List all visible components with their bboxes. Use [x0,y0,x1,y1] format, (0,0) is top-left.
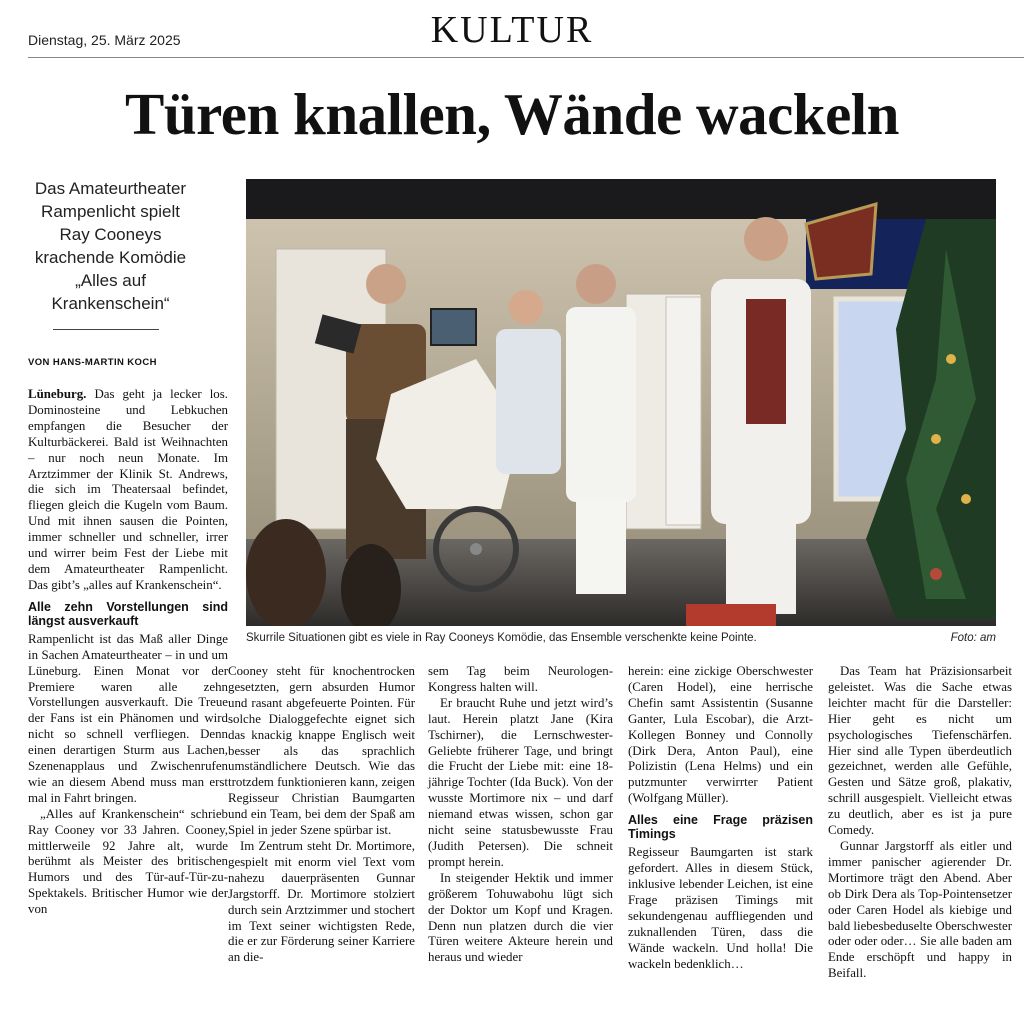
lead-text: Das geht ja lecker los. Dominosteine und Lebkuchen empfangen die Besucher der Kulturbäckerei. Bald ist Weihnachten – nur noch neun Monate. Im Arztzimmer der Klinik St. Andrews, die sich im Theatersaal befindet, fliegen gleich die Kugeln vom Baum. Und mit ihnen sausen die Pointen, immer schneller und schneller, irrer und wirrer beim Fest der Liebe mit dem Amateurtheater Rampenlicht. Das gibt’s „alles auf Krankenschein“. [28,387,228,592]
subheading-timing: Alles eine Frage präzisen Timings [628,813,813,842]
paragraph: Im Zentrum steht Dr. Mortimore, gespielt mit enorm viel Text vom nahezu dauerpräsenten Gunnar Jargstorff. Dr. Mortimore stolziert durch sein Arztzimmer und stochert im Text seiner wichtigsten Rede, die er zur Förderung seiner Karriere an die- [228,838,415,965]
dateline: Lüneburg. [28,387,87,401]
issue-date: Dienstag, 25. März 2025 [28,32,181,48]
article-headline: Türen knallen, Wände wackeln [125,81,899,147]
photo-caption: Skurrile Situationen gibt es viele in Ray Cooneys Komödie, das Ensemble verschenkte keine Pointe. [246,632,757,644]
paragraph: Rampenlicht ist das Maß aller Dinge in Sachen Amateurtheater – in und um Lüneburg. Einen Monat vor der Premiere waren alle zehn Vorstellungen ausverkauft. Die Treue der Fans ist ein Phänomen und wird nicht so schnell verfliegen. Denn einen derartigen Sturm aus Lachen, Szenenapplaus und Zwischenrufen wie an diesem Abend muss man erst mal in Fahrt bringen. [28,631,228,805]
paragraph: sem Tag beim Neurologen-Kongress halten will. [428,664,613,694]
teaser-rule [53,329,159,330]
subheading-sold-out: Alle zehn Vorstellungen sind längst ausverkauft [28,599,228,628]
paragraph: Gunnar Jargstorff als eitler und immer panischer agierender Dr. Mortimore trägt den Abend. Aber ob Dirk Dera als Top-Pointensetzer oder Caren Hodel als kiebige und bald liebesbeduselte Oberschwester oder oder oder… Sie alle baden am Ende erschöpft und happy in Beifall. [828,838,1012,981]
paragraph: Das Team hat Präzisionsarbeit geleistet. Was die Sache etwas leichter macht für die Darsteller: Hier geht es nicht um psychologisches Tiefenschärfen. Hier sind alle Typen überdeutlich gezeichnet, werden alle Gefühle, Gesten und Sätze groß, plakativ, schrill ausgespielt. Vielleicht etwas zu deutlich, aber es ist ja pure Comedy. [828,664,1012,838]
article-column-5 [828,664,1012,982]
article-teaser: Das Amateurtheater Rampenlicht spielt Ray Cooneys krachende Komödie „Alles auf Krankenschein“ [34,179,187,313]
paragraph: „Alles auf Krankenschein“ schrieb Ray Cooney vor 33 Jahren. Cooney, mittlerweile 92 Jahre alt, wurde berühmt als Meister des britischen Humors und des Tür-auf-Tür-zu-Spektakels. Britischer Humor wie der von [28,806,228,917]
lead-paragraph [28,387,228,594]
article-column-4 [628,664,813,972]
paragraph: In steigender Hektik und immer größerem Tohuwabohu lügt sich der Doktor um Kopf und Kragen. Denn nun platzen durch die vier Türen weitere Akteure herein und heraus und wieder [428,870,613,965]
paragraph: herein: eine zickige Oberschwester (Caren Hodel), eine herrische Chefin samt Assistentin (Susanne Ganter, Lula Escobar), die Arzt-Kollegen Bonney und Connolly (Dirk Dera, Anton Paul), eine Polizistin (Lena Helms) und ein putzmunter verwirrter Patient (Wolfgang Müller). [628,664,813,806]
article-photo [246,179,996,626]
photo-credit: Foto: am [950,632,996,644]
section-title: KULTUR [430,9,594,51]
article-column-2 [228,664,415,966]
paragraph: Cooney steht für knochentrocken gesetzten, gern absurden Humor und rasant abgefeuerte Pointen. Für solche Dialoggefechte eignet sich das knackig knappe Englisch weit besser als das sprachlich umständlichere Deutsch. Wie das trotzdem funktionieren kann, zeigen Regisseur Christian Baumgarten und ein Team, bei dem der Spaß am Spiel in jeder Szene spürbar ist. [228,664,415,838]
article-byline: VON HANS-MARTIN KOCH [28,357,157,368]
article-column-3 [428,664,613,966]
paragraph: Er braucht Ruhe und jetzt wird’s laut. Herein platzt Jane (Kira Tschirner), die Lernschwester-Geliebte früherer Tage, und bringt die Frucht der Liebe mit: eine 18-jährige Tochter (Ida Buck). Von der wusste Mortimore nix – und darf niemand etwas wissen, schon gar nicht seine statusbewusste Frau (Judith Petersen). Die schneit prompt herein. [428,695,613,869]
article-column-1 [28,387,228,918]
stage-scene-image [246,179,996,626]
header-rule [28,57,1024,58]
paragraph: Regisseur Baumgarten ist stark gefordert. Alles in diesem Stück, inklusive lebender Leichen, ist eine Frage präzisen Timings mit sekundengenau auffliegenden und zuknallenden Türen, dass die Wände wackeln. Und holla! Die wackeln bedenklich… [628,845,813,971]
